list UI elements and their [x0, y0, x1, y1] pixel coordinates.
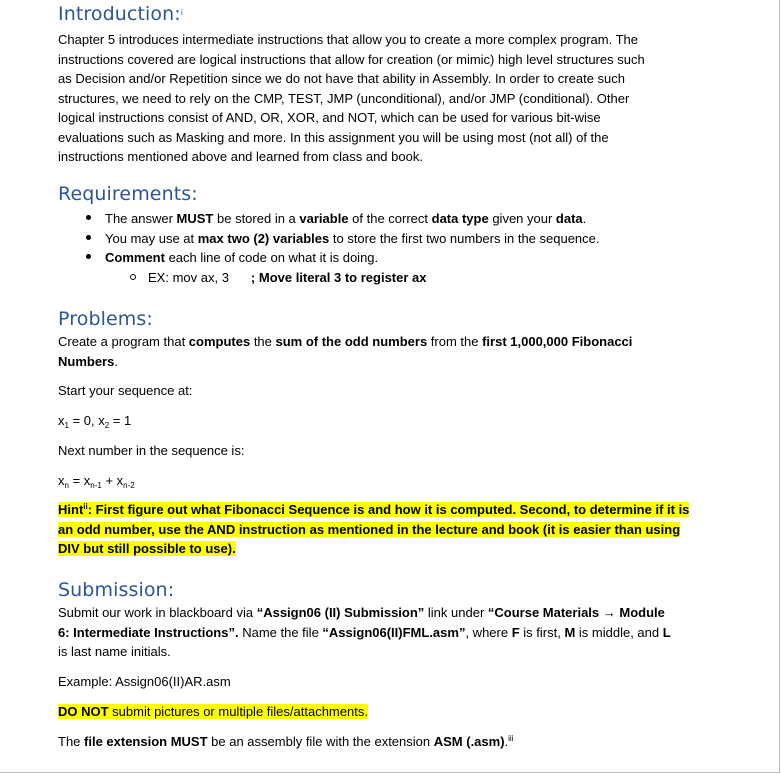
bullet-icon [86, 215, 91, 220]
requirement-bullet-2: You may use at max two (2) variables to store the first two numbers in the sequence. [86, 229, 600, 249]
bullet-icon [86, 235, 91, 240]
introduction-heading: Introduction:$^i$ [58, 3, 184, 25]
intro-line-6: evaluations such as Masking and more. In this assignment you will be using most (not all) of the [58, 129, 609, 145]
start-equation: $x_1 = 0$, $x_2 = 1$ [58, 413, 132, 430]
intro-line-2: instructions covered are logical instructions that allow for creation (or mimic) high level structures such [58, 51, 645, 67]
bullet-icon [86, 254, 91, 259]
endnote-ref-i[interactable]: i [180, 8, 184, 17]
submission-warning: DO NOT submit pictures or multiple files/attachments. [58, 704, 368, 719]
example-comment: ; Move literal 3 to register ax [250, 270, 427, 285]
intro-line-7: instructions mentioned above and learned from class and book. [58, 149, 423, 164]
recurrence-equation: $x_n = x_{n-1} + x_{n-2}$ [58, 473, 135, 490]
endnote-ref-ii[interactable]: ii [83, 502, 88, 511]
requirement-bullet-3: Comment each line of code on what it is doing. [86, 248, 378, 268]
intro-line-4: structures, we need to rely on the CMP, TEST, JMP (unconditional), and/or JMP (conditional). Other [58, 90, 630, 106]
endnote-ref-iii[interactable]: iii [508, 734, 514, 743]
requirement-example [130, 268, 427, 288]
submission-heading: Submission: [58, 579, 175, 601]
next-label: Next number in the sequence is: [58, 443, 245, 458]
example-code: EX: mov ax, 3 [148, 270, 229, 285]
example-filename: Example: Assign06(II)AR.asm [58, 674, 231, 689]
start-label: Start your sequence at: [58, 383, 193, 398]
intro-line-5: logical instructions consist of AND, OR, XOR, and NOT, which can be used for various bit-wise [58, 110, 601, 125]
problems-heading: Problems: [58, 308, 153, 330]
hint-block: Hint$^{ii}$: First figure out what Fibonacci Sequence is and how it is computed. Second, to determine if it is an odd number, use the AND instruction as mentioned in the lecture and book (it is easier than using DIV but still possible to use). [58, 502, 690, 556]
hollow-bullet-icon [130, 274, 136, 280]
file-extension-note: The file extension MUST be an assembly file with the extension ASM (.asm).$^{iii}$ [58, 734, 514, 749]
intro-line-1: Chapter 5 introduces intermediate instructions that allow you to create a more complex program. The [58, 32, 638, 47]
intro-line-3: as Decision and/or Repetition since we do not have that ability in Assembly. In order to create such [58, 71, 626, 86]
requirement-bullet-1: The answer MUST be stored in a variable of the correct data type given your data. [86, 209, 586, 229]
right-arrow-icon: → [602, 605, 616, 620]
requirements-heading: Requirements: [58, 183, 198, 205]
introduction-paragraph [58, 30, 688, 167]
problem-statement: Create a program that computes the sum of the odd numbers from the first 1,000,000 Fibonacci Numbers. [58, 334, 633, 369]
submission-instructions: Submit our work in blackboard via “Assign06 (II) Submission” link under “Course Materials → Module 6: Intermediate Instructions”. Name the file “Assign06(II)FML.asm”, where F is first, M is middle, and L is last name initials. [58, 605, 671, 659]
